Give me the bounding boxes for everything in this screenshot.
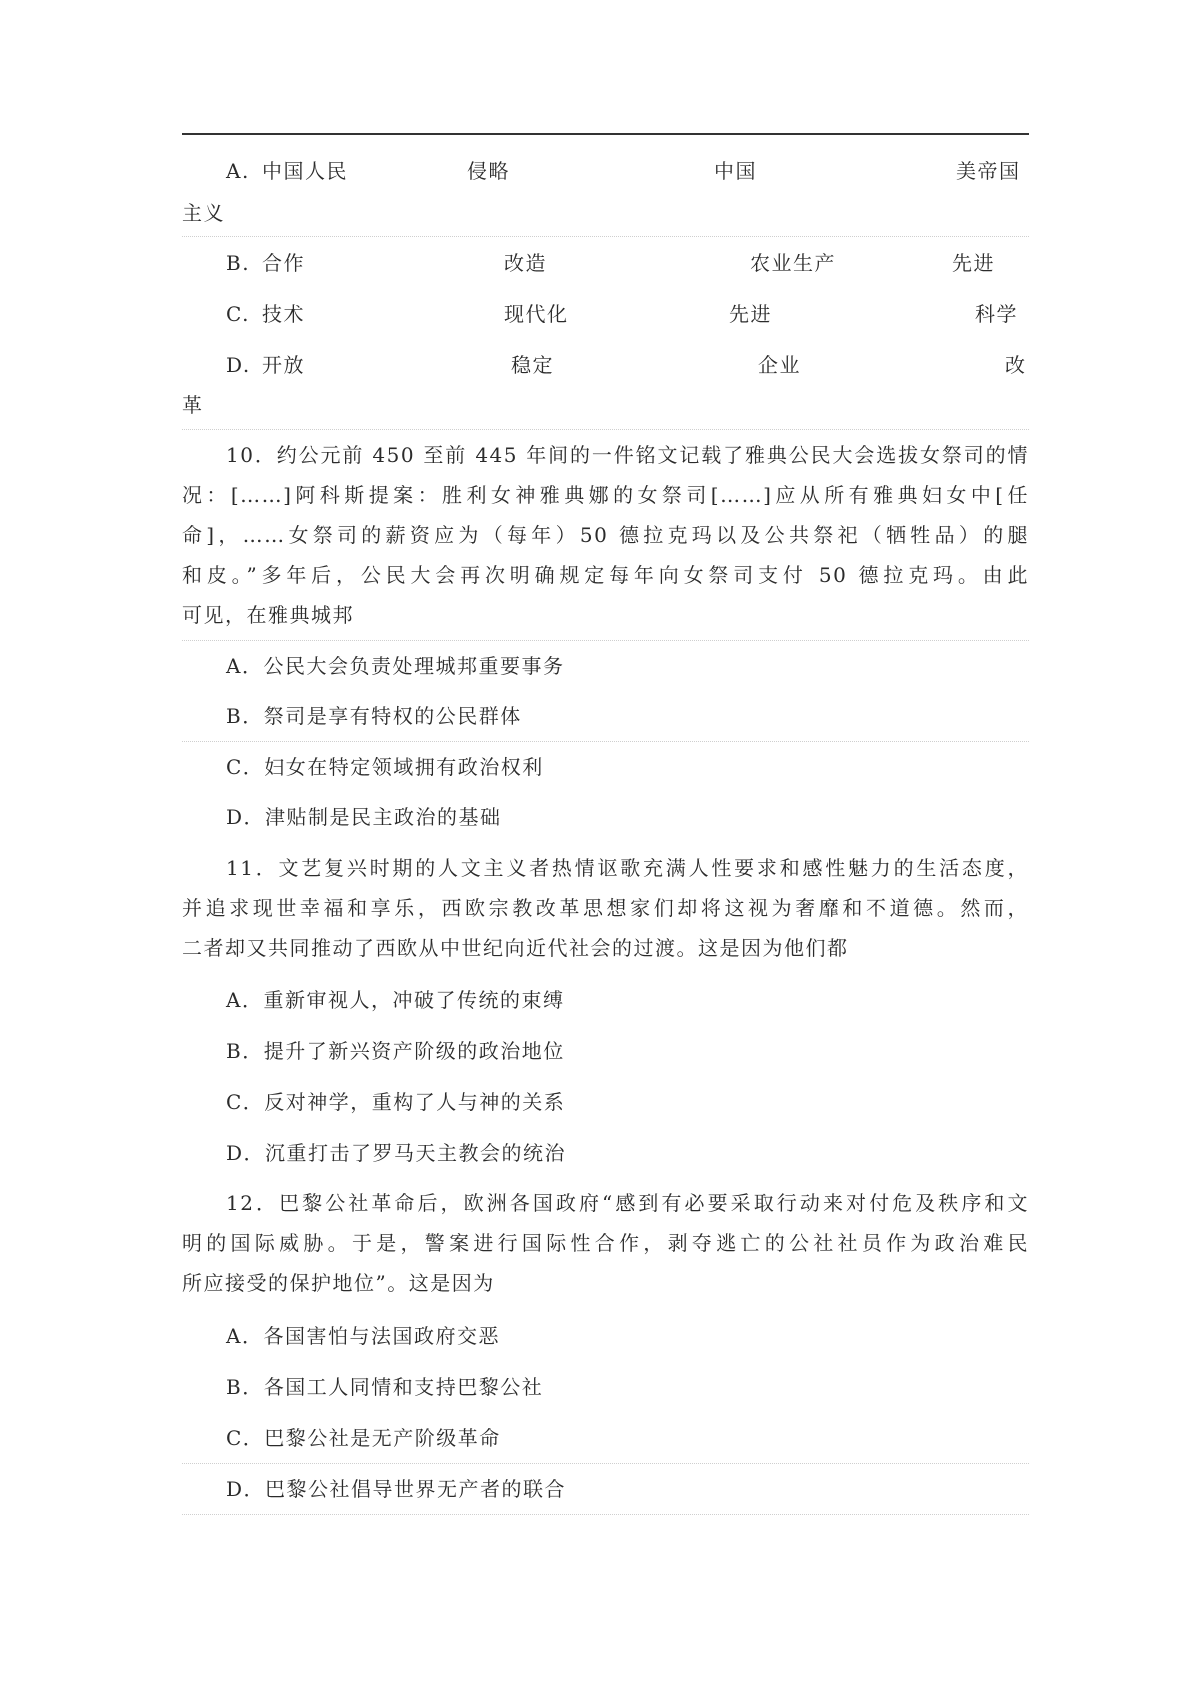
q9-c-col2: 现代化 xyxy=(504,302,569,326)
q9-d-col4: 改 xyxy=(1005,353,1027,377)
q9-c-col3: 先进 xyxy=(729,302,772,326)
q9-d-wrap: 革 xyxy=(182,393,204,417)
q11-stem-line: 11．文艺复兴时期的人文主义者热情讴歌充满人性要求和感性魅力的生活态度， xyxy=(226,856,1029,880)
q12-option-b: B．各国工人同情和支持巴黎公社 xyxy=(226,1375,544,1399)
q9-a-col3: 中国 xyxy=(714,159,757,183)
q11-option-c: C．反对神学，重构了人与神的关系 xyxy=(226,1090,566,1114)
q9-b-col4: 先进 xyxy=(952,251,995,275)
q10-stem-line: 命]，……女祭司的薪资应为（每年）50 德拉克玛以及公共祭祀（牺牲品）的腿 xyxy=(182,523,1029,547)
q9-b-col1: 合作 xyxy=(262,251,305,275)
q9-option-d xyxy=(182,350,1029,380)
q9-a-wrap: 主义 xyxy=(182,201,225,225)
q9-b-col2: 改造 xyxy=(504,251,547,275)
header-rule xyxy=(182,133,1029,135)
dotted-divider xyxy=(182,640,1029,641)
q9-d-col3: 企业 xyxy=(758,353,801,377)
dotted-divider xyxy=(182,741,1029,742)
q12-option-c: C．巴黎公社是无产阶级革命 xyxy=(226,1426,501,1450)
q10-option-c: C．妇女在特定领域拥有政治权利 xyxy=(226,755,544,779)
option-label: A. xyxy=(226,159,250,183)
q9-c-col4: 科学 xyxy=(975,302,1018,326)
q9-option-d-wrap xyxy=(182,390,1029,420)
dotted-divider xyxy=(182,1463,1029,1464)
q12-stem-line: 12．巴黎公社革命后，欧洲各国政府“感到有必要采取行动来对付危及秩序和文 xyxy=(226,1191,1029,1215)
q11-option-a: A．重新审视人，冲破了传统的束缚 xyxy=(226,988,565,1012)
q9-option-b xyxy=(182,248,1029,278)
q10-stem-line: 和皮。”多年后，公民大会再次明确规定每年向女祭司支付 50 德拉克玛。由此 xyxy=(182,563,1029,587)
q9-d-col2: 稳定 xyxy=(511,353,554,377)
q10-stem-line: 可见，在雅典城邦 xyxy=(182,603,354,627)
q9-d-col1: 开放 xyxy=(262,353,305,377)
q11-stem-line: 二者却又共同推动了西欧从中世纪向近代社会的过渡。这是因为他们都 xyxy=(182,936,849,960)
q9-a-col2: 侵略 xyxy=(467,159,510,183)
q9-option-a xyxy=(182,156,1029,186)
q9-option-a-wrap xyxy=(182,198,1029,228)
q9-b-col3: 农业生产 xyxy=(750,251,836,275)
q9-a-col1: 中国人民 xyxy=(262,159,348,183)
dotted-divider xyxy=(182,236,1029,237)
q10-stem-line: 况：[……]阿科斯提案：胜利女神雅典娜的女祭司[……]应从所有雅典妇女中[任 xyxy=(182,483,1029,507)
q10-option-a: A．公民大会负责处理城邦重要事务 xyxy=(226,654,565,678)
option-label: C. xyxy=(226,302,250,326)
option-label: D. xyxy=(226,353,251,377)
q10-option-b: B．祭司是享有特权的公民群体 xyxy=(226,704,522,728)
q12-stem-line: 所应接受的保护地位”。这是因为 xyxy=(182,1271,495,1295)
q12-stem-line: 明的国际威胁。于是，警案进行国际性合作，剥夺逃亡的公社社员作为政治难民 xyxy=(182,1231,1029,1255)
option-label: B. xyxy=(226,251,251,275)
q11-option-d: D．沉重打击了罗马天主教会的统治 xyxy=(226,1141,567,1165)
dotted-divider xyxy=(182,1514,1029,1515)
q11-option-b: B．提升了新兴资产阶级的政治地位 xyxy=(226,1039,565,1063)
q11-stem-line: 并追求现世幸福和享乐，西欧宗教改革思想家们却将这视为奢靡和不道德。然而， xyxy=(182,896,1029,920)
q10-stem-line: 10．约公元前 450 至前 445 年间的一件铭文记载了雅典公民大会选拔女祭司的情 xyxy=(226,443,1029,467)
q9-c-col1: 技术 xyxy=(262,302,305,326)
q12-option-a: A．各国害怕与法国政府交恶 xyxy=(226,1324,500,1348)
dotted-divider xyxy=(182,429,1029,430)
q9-a-col4: 美帝国 xyxy=(956,159,1021,183)
q9-option-c xyxy=(182,299,1029,329)
q10-option-d: D．津贴制是民主政治的基础 xyxy=(226,805,502,829)
q12-option-d: D．巴黎公社倡导世界无产者的联合 xyxy=(226,1477,567,1501)
